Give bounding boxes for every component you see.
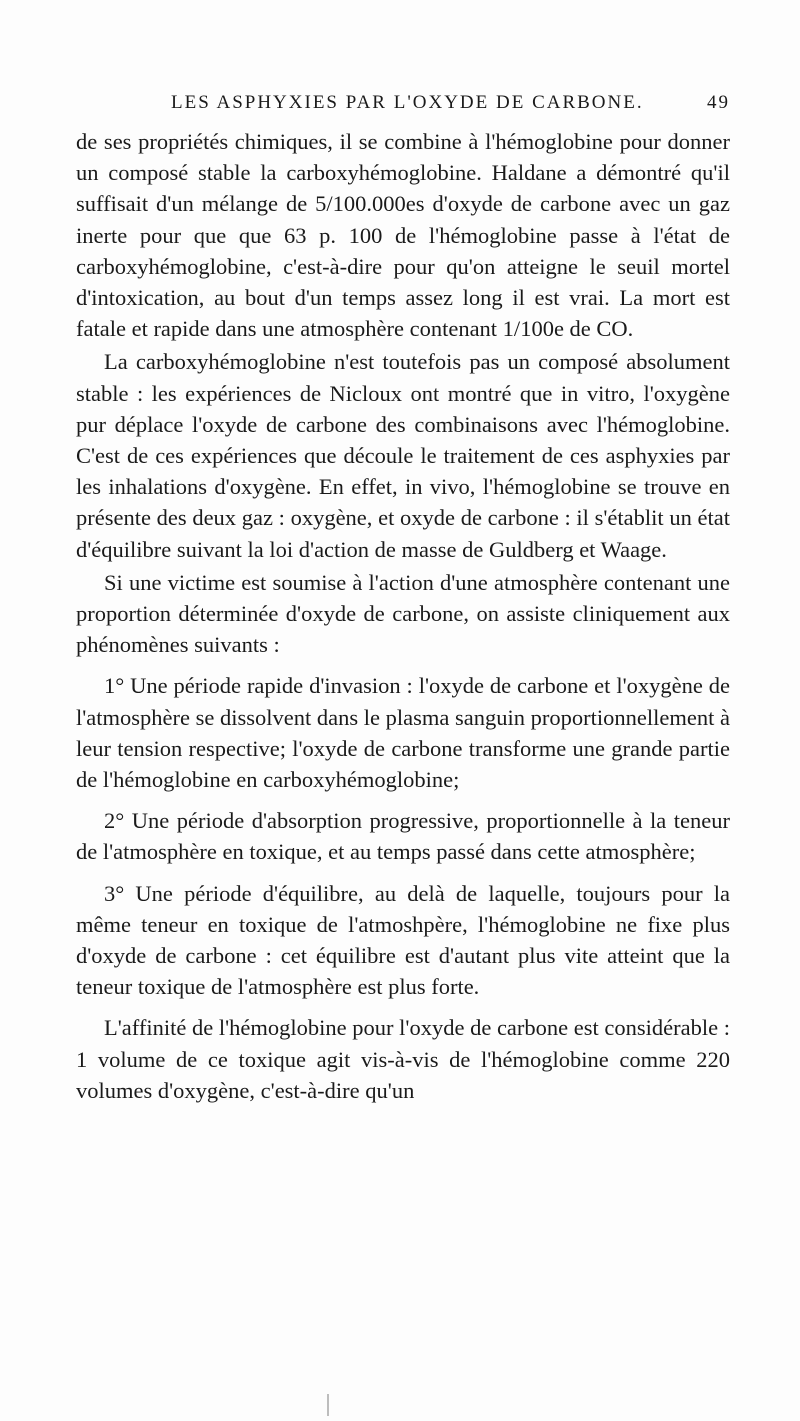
paragraph-continuation: de ses propriétés chimiques, il se combine à l'hémoglobine pour donner un composé stable la carboxyhémoglobine. Haldane a démontré qu'il suffisait d'un mélange de 5/100.000es d'oxyde de carbone avec un gaz inerte pour que que 63 p. 100 de l'hémoglobine passe à l'état de carboxyhémoglobine, c'est-à-dire pour qu'on atteigne le seuil mortel d'intoxication, au bout d'un temps assez long il est vrai. La mort est fatale et rapide dans une atmosphère contenant 1/100e de CO.: [76, 129, 730, 342]
paragraph-affinity: L'affinité de l'hémoglobine pour l'oxyde de carbone est considérable : 1 volume de ce toxique agit vis-à-vis de l'hémoglobine comme 220 volumes d'oxygène, c'est-à-dire qu'un: [76, 1015, 730, 1103]
list-item-invasion-period: 1° Une période rapide d'invasion : l'oxyde de carbone et l'oxygène de l'atmosphère se dissolvent dans le plasma sanguin proportionnellement à leur tension respective; l'oxyde de carbone transforme une grande partie de l'hémoglobine en carboxyhémoglobine;: [76, 673, 730, 793]
page-number: 49: [707, 92, 730, 113]
list-item-absorption-period: 2° Une période d'absorption progressive, proportionnelle à la teneur de l'atmosphère en toxique, et au temps passé dans cette atmosphère;: [76, 808, 730, 865]
page-mark: [327, 1394, 329, 1416]
paragraph-clinical-phenomena: Si une victime est soumise à l'action d'une atmosphère contenant une proportion déterminée d'oxyde de carbone, on assiste cliniquement aux phénomènes suivants :: [76, 569, 730, 658]
running-title: LES ASPHYXIES PAR L'OXYDE DE CARBONE.: [171, 92, 644, 113]
list-item-equilibrium-period: 3° Une période d'équilibre, au delà de laquelle, toujours pour la même teneur en toxique de l'atmoshpère, l'hémoglobine ne fixe plus d'oxyde de carbone : cet équilibre est d'autant plus vite atteint que la teneur toxique de l'atmosphère est plus forte.: [76, 880, 730, 1000]
running-head: [76, 92, 730, 118]
paragraph-carboxyhemoglobin-stability: La carboxyhémoglobine n'est toutefois pas un composé absolument stable : les expériences de Nicloux ont montré que in vitro, l'oxygène pur déplace l'oxyde de carbone des combinaisons avec l'hémoglobine. C'est de ces expériences que découle le traitement de ces asphyxies par les inhalations d'oxygène. En effet, in vivo, l'hémoglobine se trouve en présente des deux gaz : oxygène, et oxyde de carbone : il s'établit un état d'équilibre suivant la loi d'action de masse de Guldberg et Waage.: [76, 349, 730, 562]
body-text: [76, 126, 730, 1106]
